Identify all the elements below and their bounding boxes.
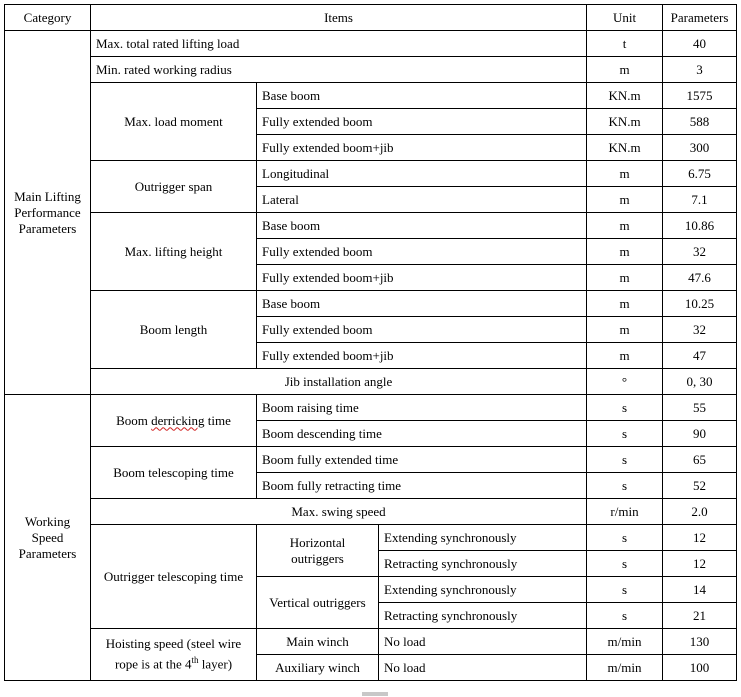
table-row <box>5 83 737 109</box>
unit-cell: m/min <box>587 629 663 655</box>
unit-cell: s <box>587 421 663 447</box>
value-cell: 32 <box>663 317 737 343</box>
value-cell: 32 <box>663 239 737 265</box>
unit-cell: m <box>587 213 663 239</box>
item-cell: Base boom <box>257 291 587 317</box>
value-cell: 14 <box>663 577 737 603</box>
item-cell: Fully extended boom+jib <box>257 343 587 369</box>
value-cell: 10.25 <box>663 291 737 317</box>
table-row <box>5 57 737 83</box>
unit-cell: s <box>587 525 663 551</box>
group-cell: Boom telescoping time <box>91 447 257 499</box>
group-text: Boom <box>116 412 152 428</box>
group-sup: th <box>191 655 199 666</box>
item-cell: Fully extended boom+jib <box>257 265 587 291</box>
header-row <box>5 5 737 31</box>
spec-table <box>4 4 737 681</box>
item-cell: Fully extended boom <box>257 239 587 265</box>
value-cell: 1575 <box>663 83 737 109</box>
unit-cell: m <box>587 161 663 187</box>
unit-cell: ° <box>587 369 663 395</box>
unit-cell: t <box>587 31 663 57</box>
table-row <box>5 31 737 57</box>
header-parameters: Parameters <box>663 5 737 31</box>
section-lifting: Main Lifting Performance Parameters <box>5 31 91 395</box>
unit-cell: m <box>587 343 663 369</box>
value-cell: 65 <box>663 447 737 473</box>
unit-cell: s <box>587 395 663 421</box>
item-cell: Extending synchronously <box>379 577 587 603</box>
item-cell: Min. rated working radius <box>91 57 587 83</box>
group-cell: Max. load moment <box>91 83 257 161</box>
unit-cell: KN.m <box>587 109 663 135</box>
table-row <box>5 291 737 317</box>
value-cell: 100 <box>663 655 737 681</box>
item-cell: Retracting synchronously <box>379 603 587 629</box>
value-cell: 130 <box>663 629 737 655</box>
group-text: layer) <box>198 656 233 672</box>
unit-cell: s <box>587 473 663 499</box>
value-cell: 300 <box>663 135 737 161</box>
item-cell: Max. total rated lifting load <box>91 31 587 57</box>
header-unit: Unit <box>587 5 663 31</box>
table-row <box>5 395 737 421</box>
item-cell: No load <box>379 655 587 681</box>
value-cell: 2.0 <box>663 499 737 525</box>
value-cell: 40 <box>663 31 737 57</box>
group-cell <box>91 629 257 681</box>
value-cell: 12 <box>663 551 737 577</box>
unit-cell: m <box>587 57 663 83</box>
subgroup-cell: Vertical outriggers <box>257 577 379 629</box>
item-cell: Lateral <box>257 187 587 213</box>
unit-cell: m/min <box>587 655 663 681</box>
item-cell: Fully extended boom+jib <box>257 135 587 161</box>
header-category: Category <box>5 5 91 31</box>
value-cell: 12 <box>663 525 737 551</box>
group-text: time <box>204 412 231 428</box>
value-cell: 0, 30 <box>663 369 737 395</box>
item-cell: Base boom <box>257 213 587 239</box>
item-cell: Boom fully extended time <box>257 447 587 473</box>
item-cell: Boom descending time <box>257 421 587 447</box>
subgroup-cell: Horizontal outriggers <box>257 525 379 577</box>
item-cell: Longitudinal <box>257 161 587 187</box>
table-row <box>5 161 737 187</box>
unit-cell: s <box>587 447 663 473</box>
value-cell: 10.86 <box>663 213 737 239</box>
table-row <box>5 525 737 551</box>
subgroup-cell: Main winch <box>257 629 379 655</box>
header-items: Items <box>91 5 587 31</box>
unit-cell: m <box>587 291 663 317</box>
spellcheck-word: derricking <box>151 412 205 428</box>
item-cell: Max. swing speed <box>91 499 587 525</box>
unit-cell: s <box>587 551 663 577</box>
value-cell: 47.6 <box>663 265 737 291</box>
item-cell: Jib installation angle <box>91 369 587 395</box>
value-cell: 588 <box>663 109 737 135</box>
group-cell: Max. lifting height <box>91 213 257 291</box>
group-cell <box>91 395 257 447</box>
unit-cell: KN.m <box>587 83 663 109</box>
value-cell: 90 <box>663 421 737 447</box>
item-cell: No load <box>379 629 587 655</box>
value-cell: 21 <box>663 603 737 629</box>
unit-cell: m <box>587 265 663 291</box>
table-row <box>5 447 737 473</box>
item-cell: Boom raising time <box>257 395 587 421</box>
unit-cell: s <box>587 577 663 603</box>
unit-cell: KN.m <box>587 135 663 161</box>
subgroup-cell: Auxiliary winch <box>257 655 379 681</box>
value-cell: 52 <box>663 473 737 499</box>
value-cell: 6.75 <box>663 161 737 187</box>
table-row <box>5 213 737 239</box>
item-cell: Base boom <box>257 83 587 109</box>
value-cell: 47 <box>663 343 737 369</box>
value-cell: 55 <box>663 395 737 421</box>
section-working: Working Speed Parameters <box>5 395 91 681</box>
scroll-handle[interactable] <box>362 692 388 696</box>
value-cell: 7.1 <box>663 187 737 213</box>
group-cell: Boom length <box>91 291 257 369</box>
table-row <box>5 629 737 655</box>
group-text: rope is at the 4 <box>114 656 192 672</box>
item-cell: Extending synchronously <box>379 525 587 551</box>
unit-cell: r/min <box>587 499 663 525</box>
table-row <box>5 499 737 525</box>
unit-cell: s <box>587 603 663 629</box>
item-cell: Boom fully retracting time <box>257 473 587 499</box>
value-cell: 3 <box>663 57 737 83</box>
group-cell: Outrigger telescoping time <box>91 525 257 629</box>
unit-cell: m <box>587 239 663 265</box>
unit-cell: m <box>587 187 663 213</box>
group-cell: Outrigger span <box>91 161 257 213</box>
item-cell: Fully extended boom <box>257 109 587 135</box>
item-cell: Retracting synchronously <box>379 551 587 577</box>
group-text: Hoisting speed (steel wire <box>105 636 242 652</box>
item-cell: Fully extended boom <box>257 317 587 343</box>
unit-cell: m <box>587 317 663 343</box>
table-row <box>5 369 737 395</box>
